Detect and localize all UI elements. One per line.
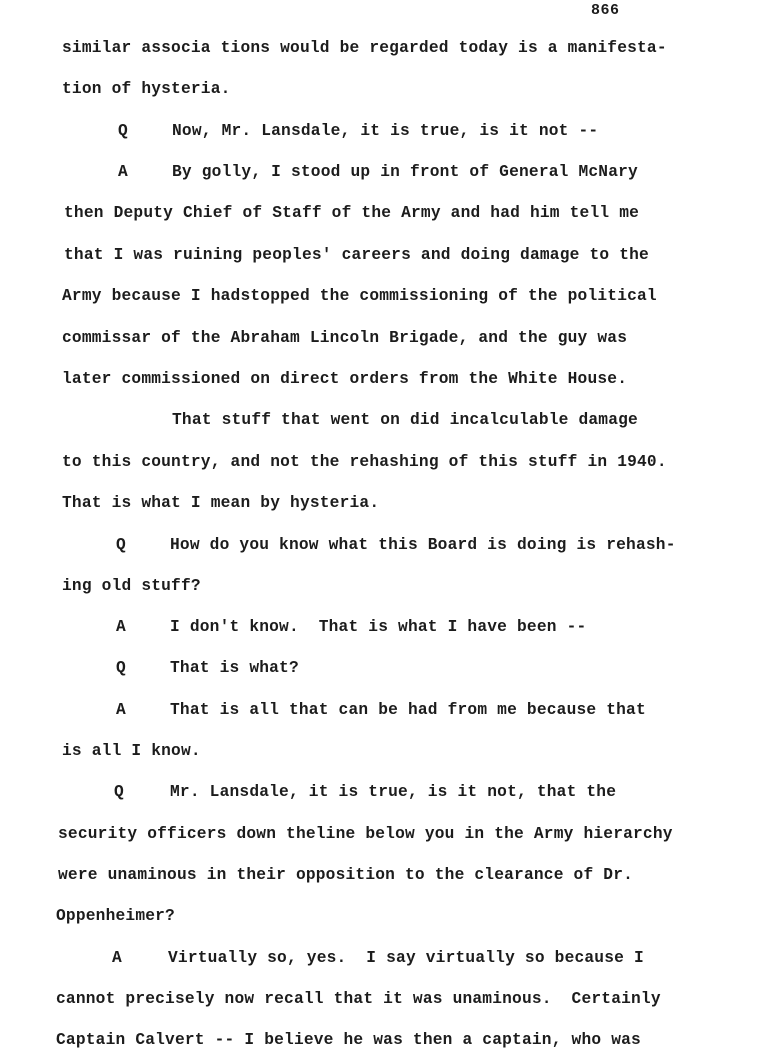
transcript-line: That is what? [170,659,299,677]
transcript-line: That stuff that went on did incalculable damage [172,411,638,429]
transcript-line: security officers down theline below you in the Army hierarchy [58,825,673,843]
transcript-line: to this country, and not the rehashing of this stuff in 1940. [62,453,667,471]
transcript-line: Now, Mr. Lansdale, it is true, is it not -- [172,122,599,140]
transcript-line: later commissioned on direct orders from the White House. [62,370,628,388]
transcript-line: cannot precisely now recall that it was unaminous. Certainly [56,990,661,1008]
transcript-line: Captain Calvert -- I believe he was then a captain, who was [56,1031,641,1049]
transcript-line: ing old stuff? [62,577,201,595]
transcript-line: How do you know what this Board is doing is rehash- [170,536,676,554]
transcript-line: similar associa tions would be regarded today is a manifesta- [62,39,667,57]
speaker-label: Q [118,122,128,140]
transcript-line: is all I know. [62,742,201,760]
transcript-line: I don't know. That is what I have been -- [170,618,587,636]
speaker-label: Q [116,659,126,677]
speaker-label: A [112,949,122,967]
transcript-line: By golly, I stood up in front of General McNary [172,163,638,181]
transcript-line: Army because I hadstopped the commissioning of the political [62,287,657,305]
speaker-label: Q [114,783,124,801]
transcript-line: that I was ruining peoples' careers and doing damage to the [64,246,649,264]
speaker-label: A [118,163,128,181]
transcript-line: Oppenheimer? [56,907,175,925]
page-number: 866 [591,2,620,19]
speaker-label: A [116,618,126,636]
speaker-label: Q [116,536,126,554]
transcript-line: Mr. Lansdale, it is true, is it not, that the [170,783,617,801]
transcript-line: commissar of the Abraham Lincoln Brigade, and the guy was [62,329,628,347]
transcript-line: tion of hysteria. [62,80,231,98]
transcript-line: That is all that can be had from me because that [170,701,646,719]
transcript-line: That is what I mean by hysteria. [62,494,380,512]
transcript-line: were unaminous in their opposition to the clearance of Dr. [58,866,634,884]
transcript-line: Virtually so, yes. I say virtually so because I [168,949,644,967]
transcript-line: then Deputy Chief of Staff of the Army and had him tell me [64,204,640,222]
speaker-label: A [116,701,126,719]
